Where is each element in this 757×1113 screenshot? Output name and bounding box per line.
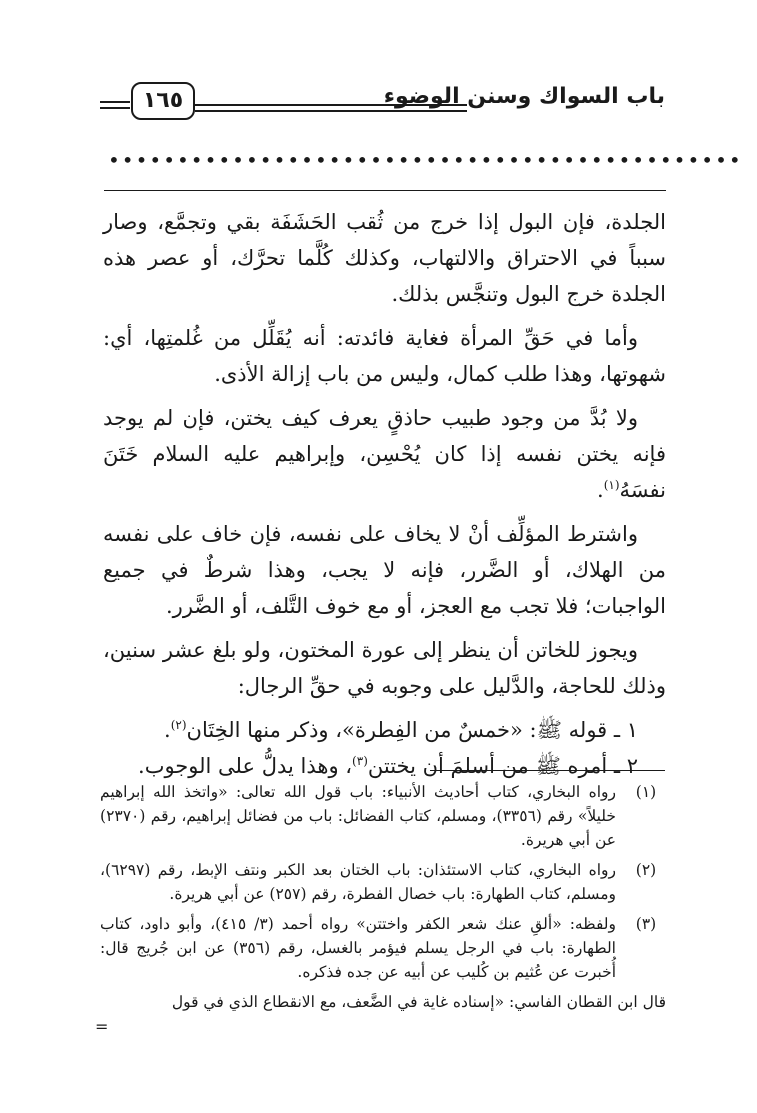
header-rule-left-2 (100, 107, 130, 109)
header-rule-right (195, 104, 467, 106)
footnote-number: (٢) (635, 861, 657, 879)
footnote-3 (100, 912, 666, 984)
chapter-title: باب السواك وسنن الوضوء (383, 84, 665, 109)
list-item-1: ١ ـ قوله ﷺ: «خمسٌ من الفِطرة»، وذكر منها الخِتَان$^{(٢)}$. (164, 718, 638, 742)
paragraph-1: الجلدة، فإن البول إذا خرج من ثُقب الحَشَفَة بقي وتجمَّع، وصار سبباً في الاحتراق والالتهاب، وكذلك كُلَّما تحرَّك، أو عصر هذه الجلدة خرج البول وتنجَّس بذلك. (103, 210, 666, 306)
paragraph-3: ولا بُدَّ من وجود طبيب حاذقٍ يعرف كيف يختن، فإن لم يوجد فإنه يختن نفسه إذا كان يُحْسِن، وإبراهيم عليه السلام خَتَنَ نفسَهُ$^{(١)}$. (103, 406, 666, 502)
header-rule-left (100, 101, 130, 103)
footnote-number: (٣) (635, 915, 657, 933)
header-rule-right-2 (195, 110, 467, 112)
paragraph-4: واشترط المؤلِّف أنْ لا يخاف على نفسه، فإن خاف على نفسه من الهلاك، أو الضَّرر، فإنه لا يجب، وهذا شرطٌ في جميع الواجبات؛ فلا تجب مع العجز، أو مع خوف التَّلف، أو الضَّرر. (103, 522, 666, 618)
footnote-rule (430, 770, 665, 771)
continuation-mark: = (95, 1017, 109, 1036)
main-text (103, 204, 666, 784)
footnote-1 (100, 780, 666, 852)
footnote-text: رواه البخاري، كتاب أحاديث الأنبياء: باب قول الله تعالى: «واتخذ الله إبراهيم خليلاً» رقم (٣٣٥٦)، ومسلم، كتاب الفضائل: باب من فضائل إبراهيم، رقم (٢٣٧٠) عن أبي هريرة. (100, 783, 617, 849)
footnote-2 (100, 858, 666, 906)
footnote-ref-2[interactable]: (٢) (170, 718, 187, 732)
footnote-ref-1[interactable]: (١) (603, 478, 620, 492)
content-top-rule (104, 190, 666, 191)
footnote-text: ولفظه: «ألقِ عنك شعر الكفر واختتن» رواه أحمد (٣/ ٤١٥)، وأبو داود، كتاب الطهارة: باب في الرجل يسلم فيؤمر بالغسل، رقم (٣٥٦) عن ابن جُريج قال: أُخبرت عن عُثيم بن كُليب عن أبيه عن جده فذكره. (100, 915, 616, 981)
footnote-text: رواه البخاري، كتاب الاستئذان: باب الختان بعد الكبر ونتف الإبط، رقم (٦٢٩٧)، ومسلم، كتاب الطهارة: باب خصال الفطرة، رقم (٢٥٧) عن أبي هريرة. (100, 861, 616, 903)
page-number: ١٦٥ (131, 82, 195, 120)
paragraph-5: ويجوز للخاتن أن ينظر إلى عورة المختون، ولو بلغ عشر سنين، وذلك للحاجة، والدَّليل على وجوبه في حقِّ الرجال: (103, 638, 666, 698)
dotted-separator: •••••••••••••••••••••••••••••••••••••••••••••• (108, 148, 743, 172)
footnote-ref-3[interactable]: (٣) (352, 754, 368, 768)
footnote-continuation: قال ابن القطان الفاسي: «إسناده غاية في الضَّعف، مع الانقطاع الذي في قول (171, 993, 666, 1011)
footnotes (100, 780, 666, 1014)
list-item-2: ٢ ـ أمره ﷺ من أسلمَ أن يختتن$^{(٣)}$، وهذا يدلُّ على الوجوب. (138, 754, 638, 778)
page-header (95, 78, 665, 124)
paragraph-2: وأما في حَقِّ المرأة فغاية فائدته: أنه يُقَلِّل من غُلمتِها، أي: شهوتها، وهذا طلب كمال، وليس من باب إزالة الأذى. (103, 326, 666, 386)
footnote-number: (١) (635, 783, 657, 801)
